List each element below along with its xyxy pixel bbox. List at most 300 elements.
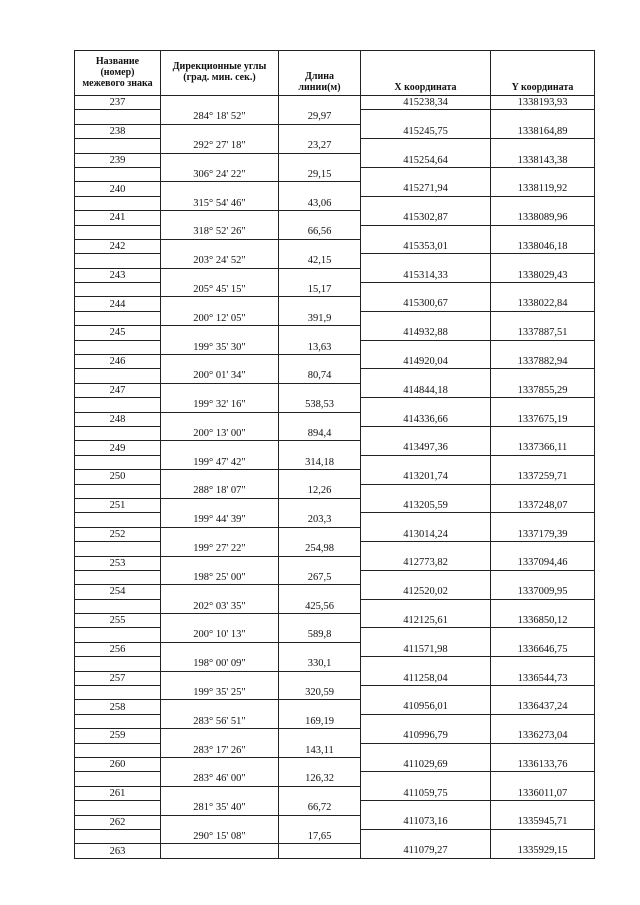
line-length-cell: 894,4 [279, 426, 361, 440]
table-row [75, 470, 595, 484]
empty-cell [279, 786, 361, 800]
header-line-length: Длина линии(м) [279, 51, 361, 96]
table-row [75, 628, 595, 642]
y-coordinate-cell: 1338022,84 [491, 297, 595, 311]
empty-cell [491, 167, 595, 181]
table-row [75, 729, 595, 743]
direction-angle-cell: 199° 35' 25" [161, 686, 279, 700]
empty-cell [361, 570, 491, 584]
empty-cell [279, 211, 361, 225]
empty-cell [75, 196, 161, 210]
table-row [75, 542, 595, 556]
point-name-cell: 260 [75, 757, 161, 771]
header-direction-angle: Дирекционные углы (град. мин. сек.) [161, 51, 279, 96]
empty-cell [491, 714, 595, 728]
point-name-cell: 240 [75, 182, 161, 196]
point-name-cell: 255 [75, 614, 161, 628]
header-y-coordinate: Y координата [491, 51, 595, 96]
empty-cell [279, 470, 361, 484]
empty-cell [75, 369, 161, 383]
x-coordinate-cell: 415238,34 [361, 96, 491, 110]
empty-cell [491, 110, 595, 124]
direction-angle-cell: 306° 24' 22" [161, 167, 279, 181]
empty-cell [361, 513, 491, 527]
direction-angle-cell: 290° 15' 08" [161, 829, 279, 843]
point-name-cell: 246 [75, 355, 161, 369]
x-coordinate-cell: 411029,69 [361, 757, 491, 771]
header-point-name: Название (номер) межевого знака [75, 51, 161, 96]
y-coordinate-cell: 1338046,18 [491, 239, 595, 253]
table-row [75, 700, 595, 714]
empty-cell [75, 772, 161, 786]
y-coordinate-cell: 1336646,75 [491, 642, 595, 656]
empty-cell [75, 167, 161, 181]
empty-cell [361, 254, 491, 268]
table-row [75, 153, 595, 167]
empty-cell [161, 671, 279, 685]
empty-cell [75, 398, 161, 412]
empty-cell [161, 786, 279, 800]
empty-cell [361, 398, 491, 412]
y-coordinate-cell: 1338089,96 [491, 211, 595, 225]
empty-cell [161, 556, 279, 570]
x-coordinate-cell: 412520,02 [361, 585, 491, 599]
empty-cell [161, 815, 279, 829]
direction-angle-cell: 292° 27' 18" [161, 139, 279, 153]
empty-cell [161, 153, 279, 167]
point-name-cell: 239 [75, 153, 161, 167]
line-length-cell: 29,15 [279, 167, 361, 181]
line-length-cell: 12,26 [279, 484, 361, 498]
empty-cell [75, 283, 161, 297]
line-length-cell: 330,1 [279, 657, 361, 671]
x-coordinate-cell: 415271,94 [361, 182, 491, 196]
table-row [75, 527, 595, 541]
y-coordinate-cell: 1338193,93 [491, 96, 595, 110]
table-body [75, 96, 595, 859]
table-row [75, 556, 595, 570]
table-row [75, 139, 595, 153]
y-coordinate-cell: 1336437,24 [491, 700, 595, 714]
y-coordinate-cell: 1336133,76 [491, 757, 595, 771]
direction-angle-cell: 200° 12' 05" [161, 311, 279, 325]
empty-cell [361, 196, 491, 210]
x-coordinate-cell: 411258,04 [361, 671, 491, 685]
table-row [75, 340, 595, 354]
point-name-cell: 258 [75, 700, 161, 714]
empty-cell [361, 484, 491, 498]
y-coordinate-cell: 1337009,95 [491, 585, 595, 599]
point-name-cell: 247 [75, 383, 161, 397]
line-length-cell: 391,9 [279, 311, 361, 325]
y-coordinate-cell: 1337855,29 [491, 383, 595, 397]
empty-cell [361, 139, 491, 153]
empty-cell [75, 513, 161, 527]
x-coordinate-cell: 411059,75 [361, 786, 491, 800]
y-coordinate-cell: 1337366,11 [491, 441, 595, 455]
empty-cell [161, 182, 279, 196]
direction-angle-cell: 283° 17' 26" [161, 743, 279, 757]
direction-angle-cell: 199° 32' 16" [161, 398, 279, 412]
empty-cell [491, 599, 595, 613]
empty-cell [361, 311, 491, 325]
x-coordinate-cell: 412773,82 [361, 556, 491, 570]
point-name-cell: 256 [75, 642, 161, 656]
y-coordinate-cell: 1337094,46 [491, 556, 595, 570]
direction-angle-cell: 284° 18' 52" [161, 110, 279, 124]
x-coordinate-cell: 415254,64 [361, 153, 491, 167]
empty-cell [161, 96, 279, 110]
empty-cell [75, 570, 161, 584]
line-length-cell: 320,59 [279, 686, 361, 700]
empty-cell [491, 657, 595, 671]
x-coordinate-cell: 415245,75 [361, 124, 491, 138]
x-coordinate-cell: 414920,04 [361, 355, 491, 369]
point-name-cell: 242 [75, 239, 161, 253]
point-name-cell: 253 [75, 556, 161, 570]
empty-cell [361, 426, 491, 440]
empty-cell [491, 369, 595, 383]
line-length-cell: 80,74 [279, 369, 361, 383]
empty-cell [361, 714, 491, 728]
table-row [75, 642, 595, 656]
empty-cell [161, 412, 279, 426]
table-row [75, 96, 595, 110]
empty-cell [75, 225, 161, 239]
table-row [75, 513, 595, 527]
direction-angle-cell: 283° 56' 51" [161, 714, 279, 728]
empty-cell [161, 326, 279, 340]
empty-cell [491, 139, 595, 153]
empty-cell [491, 340, 595, 354]
empty-cell [361, 829, 491, 843]
table-row [75, 297, 595, 311]
empty-cell [75, 542, 161, 556]
empty-cell [75, 254, 161, 268]
empty-cell [361, 110, 491, 124]
empty-cell [161, 355, 279, 369]
y-coordinate-cell: 1337248,07 [491, 498, 595, 512]
line-length-cell: 29,97 [279, 110, 361, 124]
empty-cell [161, 470, 279, 484]
table-row [75, 110, 595, 124]
x-coordinate-cell: 415302,87 [361, 211, 491, 225]
line-length-cell: 43,06 [279, 196, 361, 210]
table-row [75, 829, 595, 843]
direction-angle-cell: 199° 44' 39" [161, 513, 279, 527]
empty-cell [279, 268, 361, 282]
empty-cell [361, 369, 491, 383]
empty-cell [361, 686, 491, 700]
line-length-cell: 23,27 [279, 139, 361, 153]
empty-cell [75, 829, 161, 843]
table-row [75, 398, 595, 412]
empty-cell [161, 757, 279, 771]
line-length-cell: 169,19 [279, 714, 361, 728]
table-row [75, 182, 595, 196]
direction-angle-cell: 281° 35' 40" [161, 801, 279, 815]
empty-cell [491, 196, 595, 210]
empty-cell [161, 383, 279, 397]
table-row [75, 254, 595, 268]
table-row [75, 757, 595, 771]
table-row [75, 455, 595, 469]
direction-angle-cell: 199° 47' 42" [161, 455, 279, 469]
line-length-cell: 254,98 [279, 542, 361, 556]
table-row [75, 743, 595, 757]
empty-cell [161, 642, 279, 656]
point-name-cell: 261 [75, 786, 161, 800]
empty-cell [491, 570, 595, 584]
empty-cell [161, 527, 279, 541]
y-coordinate-cell: 1336850,12 [491, 614, 595, 628]
x-coordinate-cell: 412125,61 [361, 614, 491, 628]
empty-cell [279, 297, 361, 311]
x-coordinate-cell: 413014,24 [361, 527, 491, 541]
empty-cell [279, 326, 361, 340]
y-coordinate-cell: 1336273,04 [491, 729, 595, 743]
table-row [75, 498, 595, 512]
table-row [75, 441, 595, 455]
direction-angle-cell: 198° 25' 00" [161, 570, 279, 584]
empty-cell [75, 426, 161, 440]
empty-cell [361, 225, 491, 239]
empty-cell [75, 714, 161, 728]
empty-cell [161, 297, 279, 311]
x-coordinate-cell: 413205,59 [361, 498, 491, 512]
point-name-cell: 243 [75, 268, 161, 282]
empty-cell [75, 110, 161, 124]
empty-cell [361, 167, 491, 181]
point-name-cell: 259 [75, 729, 161, 743]
table-row [75, 355, 595, 369]
table-row [75, 599, 595, 613]
empty-cell [491, 455, 595, 469]
y-coordinate-cell: 1338029,43 [491, 268, 595, 282]
direction-angle-cell: 283° 46' 00" [161, 772, 279, 786]
x-coordinate-cell: 410956,01 [361, 700, 491, 714]
x-coordinate-cell: 414336,66 [361, 412, 491, 426]
x-coordinate-cell: 413201,74 [361, 470, 491, 484]
y-coordinate-cell: 1337179,39 [491, 527, 595, 541]
x-coordinate-cell: 411073,16 [361, 815, 491, 829]
point-name-cell: 248 [75, 412, 161, 426]
x-coordinate-cell: 411079,27 [361, 844, 491, 858]
empty-cell [361, 772, 491, 786]
empty-cell [75, 743, 161, 757]
line-length-cell: 425,56 [279, 599, 361, 613]
point-name-cell: 245 [75, 326, 161, 340]
line-length-cell: 15,17 [279, 283, 361, 297]
line-length-cell: 203,3 [279, 513, 361, 527]
empty-cell [279, 383, 361, 397]
table-row [75, 383, 595, 397]
empty-cell [75, 686, 161, 700]
empty-cell [161, 441, 279, 455]
y-coordinate-cell: 1338164,89 [491, 124, 595, 138]
empty-cell [75, 628, 161, 642]
table-row [75, 671, 595, 685]
y-coordinate-cell: 1336544,73 [491, 671, 595, 685]
empty-cell [279, 182, 361, 196]
empty-cell [161, 211, 279, 225]
table-row [75, 815, 595, 829]
empty-cell [279, 671, 361, 685]
y-coordinate-cell: 1338119,92 [491, 182, 595, 196]
empty-cell [491, 772, 595, 786]
empty-cell [491, 801, 595, 815]
empty-cell [361, 542, 491, 556]
direction-angle-cell: 203° 24' 52" [161, 254, 279, 268]
empty-cell [279, 153, 361, 167]
empty-cell [279, 498, 361, 512]
direction-angle-cell: 288° 18' 07" [161, 484, 279, 498]
empty-cell [161, 239, 279, 253]
point-name-cell: 241 [75, 211, 161, 225]
table-row [75, 239, 595, 253]
empty-cell [361, 801, 491, 815]
direction-angle-cell: 199° 35' 30" [161, 340, 279, 354]
table-row [75, 311, 595, 325]
y-coordinate-cell: 1335929,15 [491, 844, 595, 858]
empty-cell [491, 686, 595, 700]
point-name-cell: 251 [75, 498, 161, 512]
empty-cell [491, 283, 595, 297]
y-coordinate-cell: 1337675,19 [491, 412, 595, 426]
boundary-coordinates-table [74, 50, 595, 859]
empty-cell [361, 455, 491, 469]
table-row [75, 772, 595, 786]
line-length-cell: 13,63 [279, 340, 361, 354]
empty-cell [279, 585, 361, 599]
empty-cell [161, 585, 279, 599]
point-name-cell: 237 [75, 96, 161, 110]
table-row [75, 484, 595, 498]
table-row [75, 714, 595, 728]
point-name-cell: 254 [75, 585, 161, 599]
x-coordinate-cell: 411571,98 [361, 642, 491, 656]
x-coordinate-cell: 410996,79 [361, 729, 491, 743]
empty-cell [279, 844, 361, 858]
empty-cell [491, 254, 595, 268]
empty-cell [75, 311, 161, 325]
empty-cell [279, 614, 361, 628]
empty-cell [491, 829, 595, 843]
point-name-cell: 252 [75, 527, 161, 541]
x-coordinate-cell: 415353,01 [361, 239, 491, 253]
empty-cell [491, 743, 595, 757]
empty-cell [361, 340, 491, 354]
table-row [75, 844, 595, 858]
empty-cell [491, 484, 595, 498]
point-name-cell: 238 [75, 124, 161, 138]
empty-cell [279, 729, 361, 743]
table-row [75, 686, 595, 700]
table-row [75, 211, 595, 225]
empty-cell [279, 96, 361, 110]
x-coordinate-cell: 414844,18 [361, 383, 491, 397]
empty-cell [75, 599, 161, 613]
table-row [75, 657, 595, 671]
direction-angle-cell: 200° 10' 13" [161, 628, 279, 642]
table-row [75, 786, 595, 800]
empty-cell [361, 743, 491, 757]
y-coordinate-cell: 1338143,38 [491, 153, 595, 167]
line-length-cell: 538,53 [279, 398, 361, 412]
table-row [75, 283, 595, 297]
x-coordinate-cell: 414932,88 [361, 326, 491, 340]
table-row [75, 225, 595, 239]
table-row [75, 268, 595, 282]
point-name-cell: 257 [75, 671, 161, 685]
empty-cell [279, 642, 361, 656]
table-header-row [75, 51, 595, 96]
header-x-coordinate: Х координата [361, 51, 491, 96]
direction-angle-cell: 202° 03' 35" [161, 599, 279, 613]
empty-cell [361, 657, 491, 671]
empty-cell [491, 542, 595, 556]
empty-cell [75, 340, 161, 354]
direction-angle-cell: 199° 27' 22" [161, 542, 279, 556]
direction-angle-cell: 205° 45' 15" [161, 283, 279, 297]
empty-cell [161, 124, 279, 138]
line-length-cell: 17,65 [279, 829, 361, 843]
x-coordinate-cell: 415300,67 [361, 297, 491, 311]
table-row [75, 570, 595, 584]
direction-angle-cell: 315° 54' 46" [161, 196, 279, 210]
table-row [75, 196, 595, 210]
empty-cell [75, 484, 161, 498]
empty-cell [161, 268, 279, 282]
table-row [75, 412, 595, 426]
empty-cell [279, 239, 361, 253]
table-row [75, 167, 595, 181]
direction-angle-cell: 200° 01' 34" [161, 369, 279, 383]
point-name-cell: 263 [75, 844, 161, 858]
line-length-cell: 66,56 [279, 225, 361, 239]
empty-cell [279, 815, 361, 829]
empty-cell [161, 844, 279, 858]
empty-cell [279, 700, 361, 714]
empty-cell [491, 628, 595, 642]
y-coordinate-cell: 1337882,94 [491, 355, 595, 369]
empty-cell [161, 700, 279, 714]
table-row [75, 614, 595, 628]
empty-cell [75, 801, 161, 815]
table-row [75, 426, 595, 440]
empty-cell [361, 283, 491, 297]
empty-cell [361, 628, 491, 642]
line-length-cell: 589,8 [279, 628, 361, 642]
empty-cell [75, 455, 161, 469]
point-name-cell: 249 [75, 441, 161, 455]
empty-cell [279, 527, 361, 541]
table-row [75, 326, 595, 340]
line-length-cell: 66,72 [279, 801, 361, 815]
empty-cell [279, 556, 361, 570]
table-row [75, 801, 595, 815]
line-length-cell: 143,11 [279, 743, 361, 757]
point-name-cell: 250 [75, 470, 161, 484]
empty-cell [75, 139, 161, 153]
direction-angle-cell: 318° 52' 26" [161, 225, 279, 239]
empty-cell [161, 614, 279, 628]
line-length-cell: 42,15 [279, 254, 361, 268]
x-coordinate-cell: 415314,33 [361, 268, 491, 282]
empty-cell [491, 225, 595, 239]
empty-cell [161, 729, 279, 743]
point-name-cell: 244 [75, 297, 161, 311]
